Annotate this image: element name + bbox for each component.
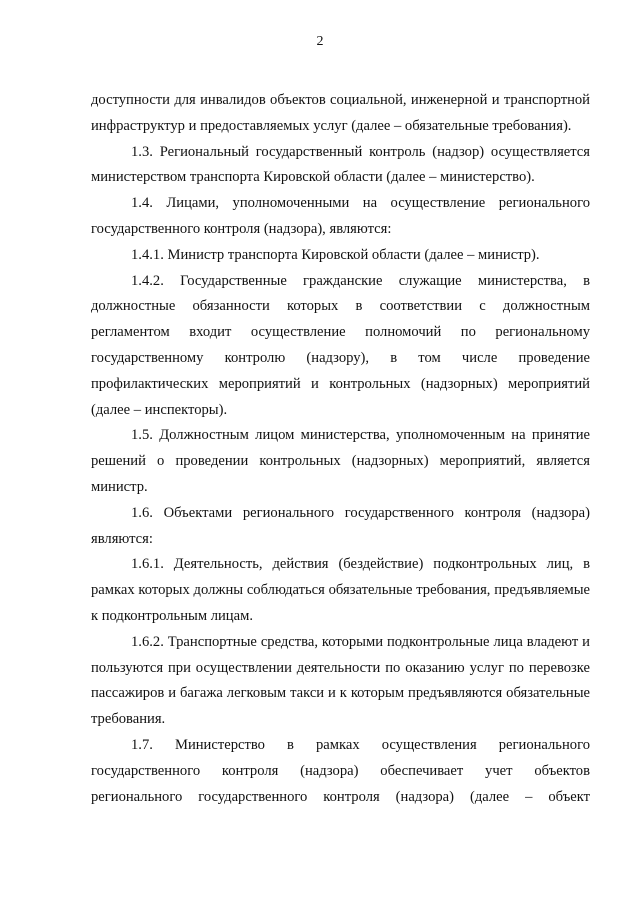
paragraph-1-6: 1.6. Объектами регионального государственного контроля (надзора) являются: bbox=[91, 504, 590, 547]
paragraph-1-5: 1.5. Должностным лицом министерства, уполномоченным на принятие решений о проведении контрольных (надзорных) мероприятий, является министр. bbox=[91, 427, 590, 495]
paragraph-1-4: 1.4. Лицами, уполномоченными на осуществление регионального государственного контроля (надзора), являются: bbox=[91, 195, 590, 237]
paragraph-1-4-2: 1.4.2. Государственные гражданские служащие министерства, в должностные обязанности которых в соответствии с должностным регламентом входит осуществление полномочий по региональному государственному контролю (надзору), в том числе проведение профилактических мероприятий и контрольных (надзорных) мероприятий (далее – инспекторы). bbox=[91, 272, 590, 418]
paragraph-1-6-2: 1.6.2. Транспортные средства, которыми подконтрольные лица владеют и пользуются при осуществлении деятельности по оказанию услуг по перевозке пассажиров и багажа легковым такси и к которым предъявляются обязательные требования. bbox=[91, 633, 590, 728]
paragraph-1-4-1: 1.4.1. Министр транспорта Кировской области (далее – министр). bbox=[131, 246, 540, 263]
page-number: 2 bbox=[316, 34, 324, 49]
document-body bbox=[91, 88, 590, 810]
paragraph-continuation: доступности для инвалидов объектов социальной, инженерной и транспортной инфраструктур и предоставляемых услуг (далее – обязательные требования). bbox=[91, 92, 590, 134]
paragraph-1-6-1: 1.6.1. Деятельность, действия (бездействие) подконтрольных лиц, в рамках которых должны соблюдаться обязательные требования, предъявляемые к подконтрольным лицам. bbox=[91, 556, 590, 624]
paragraph-1-7: 1.7. Министерство в рамках осуществления регионального государственного контроля (надзора) обеспечивает учет объектов регионального государственного контроля (надзора) (далее – объект bbox=[91, 736, 590, 805]
paragraph-1-3: 1.3. Региональный государственный контроль (надзор) осуществляется министерством транспорта Кировской области (далее – министерство). bbox=[91, 143, 590, 186]
